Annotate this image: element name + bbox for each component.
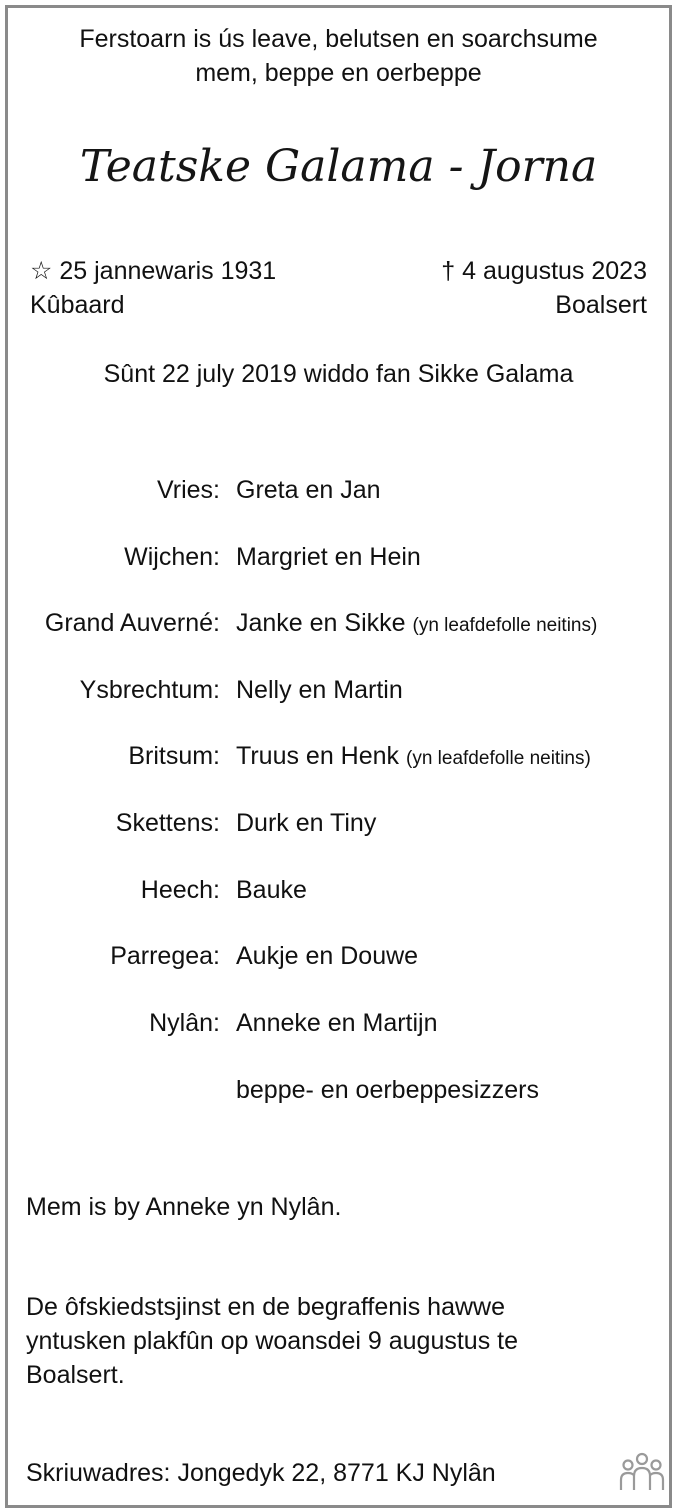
family-names: Bauke [236, 876, 307, 904]
ceremony-line-1: De ôfskiedstsjinst en de begraffenis hawwe [26, 1293, 505, 1321]
death-date-line [441, 255, 647, 287]
family-names: Greta en Jan [236, 476, 381, 504]
family-place: Wijchen: [124, 543, 220, 571]
death-place: Boalsert [555, 291, 647, 319]
birth-date-line [30, 255, 276, 287]
family-names: Aukje en Douwe [236, 942, 419, 970]
birth-place: Kûbaard [30, 291, 125, 319]
grandchildren-line: beppe- en oerbeppesizzers [236, 1076, 539, 1104]
ceremony-line-3: Boalsert. [26, 1361, 125, 1389]
deceased-name: Teatske Galama - Jorna [79, 141, 598, 192]
intro-line-2: mem, beppe en oerbeppe [195, 59, 482, 87]
family-place: Grand Auverné: [44, 609, 220, 637]
people-group-icon [618, 1450, 666, 1496]
cross-icon: † [441, 257, 456, 285]
family-place: Skettens: [115, 809, 220, 837]
family-names: Truus en Henk (yn leafdefolle neitins) [236, 742, 591, 770]
family-names: Durk en Tiny [236, 809, 377, 837]
residence-line: Mem is by Anneke yn Nylân. [26, 1193, 342, 1221]
family-names: Janke en Sikke (yn leafdefolle neitins) [236, 609, 598, 637]
intro-line-1: Ferstoarn is ús leave, belutsen en soarchsume [79, 25, 598, 53]
family-note: (yn leafdefolle neitins) [406, 748, 591, 769]
ceremony-line-2: yntusken plakfûn op woansdei 9 augustus te [26, 1327, 519, 1355]
widow-line: Sûnt 22 july 2019 widdo fan Sikke Galama [103, 360, 574, 388]
birth-date: 25 jannewaris 1931 [59, 257, 277, 285]
ceremony-text [26, 1290, 646, 1392]
death-date: 4 augustus 2023 [462, 257, 647, 285]
family-names: Anneke en Martijn [236, 1009, 438, 1037]
family-names: Margriet en Hein [236, 543, 421, 571]
family-place: Vries: [157, 476, 220, 504]
family-names: Nelly en Martin [236, 676, 403, 704]
address-line: Skriuwadres: Jongedyk 22, 8771 KJ Nylân [26, 1459, 496, 1487]
family-place: Heech: [140, 876, 220, 904]
intro-text [0, 22, 677, 90]
family-place: Parregea: [110, 942, 220, 970]
family-place: Britsum: [128, 742, 220, 770]
family-note: (yn leafdefolle neitins) [412, 615, 598, 636]
star-icon: ☆ [30, 257, 53, 285]
family-place: Ysbrechtum: [79, 676, 220, 704]
family-place: Nylân: [149, 1009, 220, 1037]
